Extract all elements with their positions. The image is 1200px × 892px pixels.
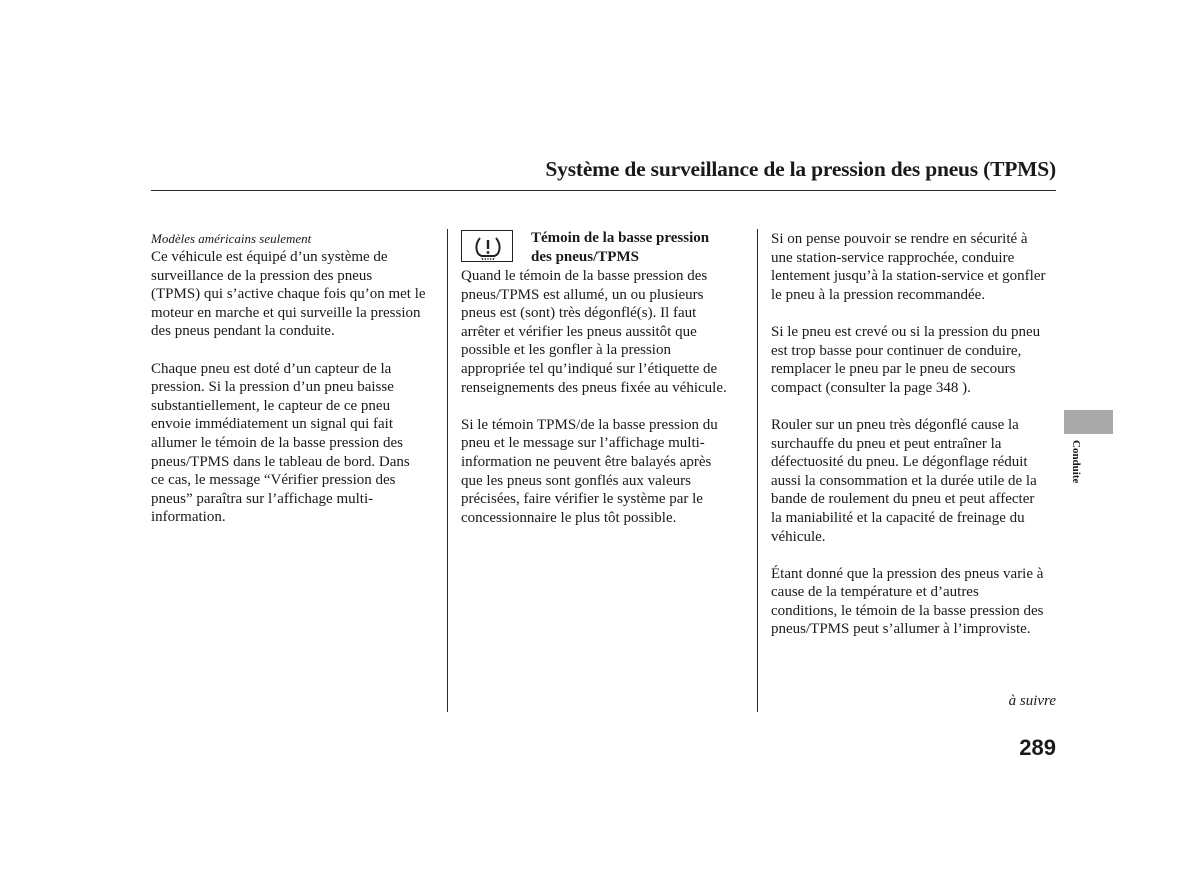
paragraph [771, 230, 1061, 304]
text-line: arrêter et vérifier les pneus aussitôt que [461, 323, 697, 340]
text-line: Si on pense pouvoir se rendre en sécurité à [771, 231, 1028, 247]
text-line: pneu et le message sur l’affichage multi- [461, 435, 705, 452]
text-line: Rouler sur un pneu très dégonflé cause la [771, 416, 1019, 433]
paragraph [771, 416, 1061, 546]
column-divider [447, 229, 448, 712]
text-line: ce cas, le message “Vérifier pression des [151, 472, 396, 489]
page-title: Système de surveillance de la pression des pneus (TPMS) [545, 157, 1056, 181]
text-line: surchauffe du pneu et peut entraîner la [771, 435, 1002, 452]
text-line: Chaque pneu est doté d’un capteur de la [151, 360, 392, 377]
text-line: moteur en marche et qui surveille la pression [151, 304, 421, 321]
paragraph [771, 565, 1061, 639]
text-line: est trop basse pour continuer de conduire, [771, 342, 1022, 359]
text-line: concessionnaire le plus tôt possible. [461, 509, 677, 526]
text-line: Si le témoin TPMS/de la basse pression du [461, 416, 718, 433]
paragraph [771, 323, 1061, 397]
text-line: renseignements des pneus fixée au véhicule. [461, 379, 727, 396]
continued-note: à suivre [1008, 693, 1056, 709]
text-line: véhicule. [771, 528, 826, 545]
section-tab [1064, 410, 1113, 434]
text-line: précisées, faire vérifier le système par le [461, 491, 703, 508]
text-line: information. [151, 509, 226, 526]
text-line: pneus/TPMS dans le tableau de bord. Dans [151, 453, 410, 470]
text-line: envoie immédiatement un signal qui fait [151, 416, 394, 433]
text-line: pneus/TPMS peut s’allumer à l’improviste. [771, 621, 1031, 638]
text-line: bande de roulement du pneu et peut affecter [771, 491, 1035, 508]
text-line: conditions, le témoin de la basse pression des [771, 602, 1044, 619]
paragraph [461, 267, 746, 397]
text-line: défectuosité du pneu. Le dégonflage réduit [771, 454, 1028, 471]
text-line: Quand le témoin de la basse pression des [461, 268, 708, 284]
text-line: possible et les gonfler à la pression [461, 342, 671, 359]
column-2 [461, 230, 746, 546]
text-line: information ne peuvent être balayés après [461, 453, 712, 470]
title-rule [151, 190, 1056, 191]
text-line: une station-service rapprochée, conduire [771, 249, 1015, 266]
indicator-title [531, 229, 709, 266]
text-line: que les pneus sont gonflés aux valeurs [461, 472, 691, 489]
text-line: la maniabilité et la capacité de freinage du [771, 509, 1025, 526]
text-line: pneus” paraîtra sur l’affichage multi- [151, 490, 374, 507]
column-3 [771, 230, 1061, 658]
text-line: substantiellement, le capteur de ce pneu [151, 397, 391, 414]
text-line: lentement jusqu’à la station-service et gonfler [771, 268, 1046, 285]
text-line: compact (consulter la page 348 ). [771, 379, 971, 396]
indicator-title-line: des pneus/TPMS [531, 248, 639, 265]
paragraph [461, 416, 746, 528]
text-line: allumer le témoin de la basse pression des [151, 434, 404, 451]
text-line: pression. Si la pression d’un pneu baisse [151, 379, 394, 396]
paragraph [151, 248, 439, 341]
text-line: pneus est (sont) très dégonflé(s). Il faut [461, 305, 697, 322]
tire-pressure-warning-icon [461, 230, 513, 262]
column-divider [757, 229, 758, 712]
model-note: Modèles américains seulement [151, 231, 312, 246]
paragraph [151, 360, 439, 527]
text-line: appropriée tel qu’indiqué sur l’étiquette de [461, 360, 718, 377]
indicator-heading [461, 230, 746, 267]
text-line: cause de la température et d’autres [771, 584, 979, 601]
text-line: pneus/TPMS est allumé, un ou plusieurs [461, 286, 704, 303]
text-line: le pneu à la pression recommandée. [771, 286, 986, 303]
text-line: surveillance de la pression des pneus [151, 267, 373, 284]
indicator-title-line: Témoin de la basse pression [531, 230, 710, 246]
text-line: Étant donné que la pression des pneus varie à [771, 565, 1044, 582]
column-1 [151, 230, 439, 546]
text-line: des pneus pendant la conduite. [151, 323, 335, 340]
text-line: remplacer le pneu par le pneu de secours [771, 361, 1016, 378]
page-number: 289 [1019, 735, 1056, 760]
section-tab-label: Conduite [1070, 440, 1082, 484]
text-line: Si le pneu est crevé ou si la pression du pneu [771, 323, 1041, 340]
text-line: aussi la consommation et la durée utile de la [771, 472, 1037, 489]
text-line: Ce véhicule est équipé d’un système de [151, 249, 388, 265]
text-line: (TPMS) qui s’active chaque fois qu’on met le [151, 286, 426, 303]
